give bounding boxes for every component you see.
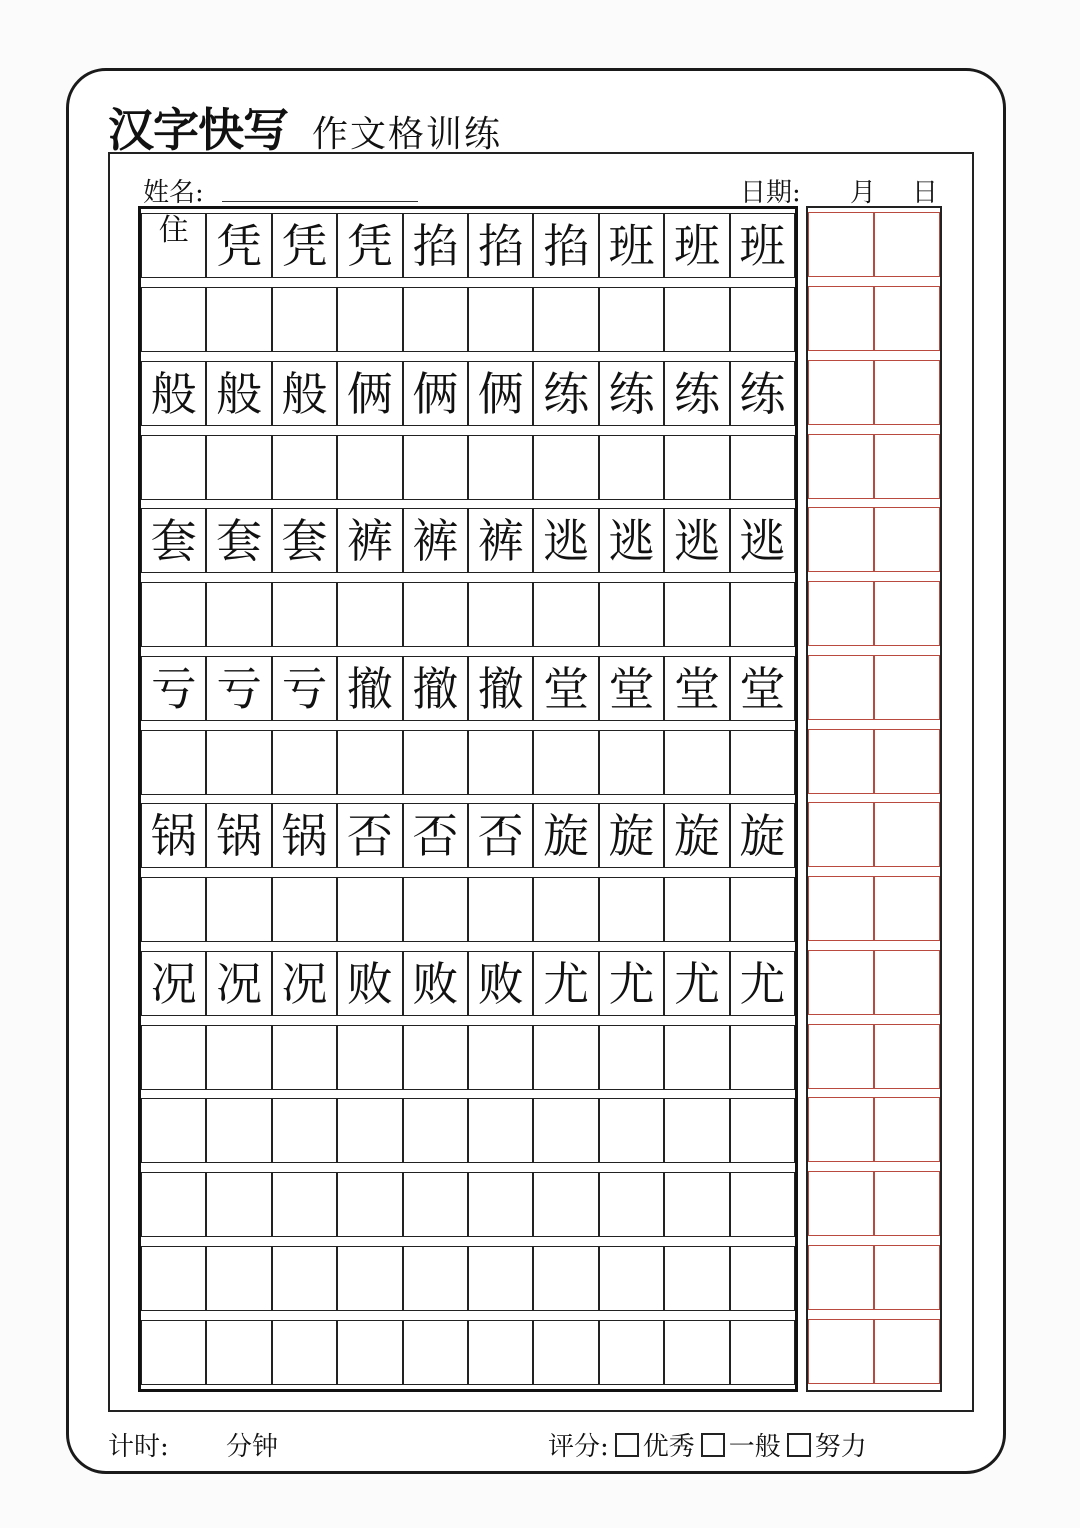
grid-cell[interactable]: 尤 [599,951,664,1016]
side-grid-cell[interactable] [874,212,940,277]
grid-cell[interactable] [664,1246,729,1311]
grid-cell[interactable]: 旋 [664,803,729,868]
side-grid-cell[interactable] [874,1097,940,1162]
grid-cell[interactable] [206,877,271,942]
grid-cell[interactable]: 况 [206,951,271,1016]
date-label: 日期: [740,178,801,208]
side-grid-cell[interactable] [874,286,940,351]
grid-row [141,803,795,868]
grid-cell[interactable] [599,877,664,942]
side-grid-row [808,507,940,572]
grid-row [141,951,795,1016]
side-grid-cell[interactable] [808,655,874,720]
grid-cell[interactable]: 班 [664,213,729,278]
grid-cell[interactable] [599,287,664,352]
grid-cell[interactable] [141,435,206,500]
side-grid-cell[interactable] [874,581,940,646]
grid-cell[interactable] [141,1098,206,1163]
grid-cell[interactable] [272,1320,337,1385]
grid-cell[interactable] [206,1320,271,1385]
grid-cell[interactable] [337,1172,402,1237]
side-grid-row [808,434,940,499]
side-grid-cell[interactable] [808,581,874,646]
grid-cell[interactable] [337,582,402,647]
grid-cell[interactable] [533,1025,598,1090]
grid-cell[interactable]: 逃 [730,508,795,573]
timer-label: 计时: [108,1432,169,1462]
grid-cell[interactable] [206,287,271,352]
day-label: 日 [912,178,939,208]
side-grid-row [808,212,940,277]
grid-cell[interactable]: 练 [533,361,598,426]
grid-cell[interactable] [533,1320,598,1385]
grid-cell[interactable] [468,1025,533,1090]
grid-cell[interactable] [730,1246,795,1311]
grid-cell[interactable]: 尤 [730,951,795,1016]
grid-cell[interactable] [533,287,598,352]
side-grid-cell[interactable] [808,212,874,277]
grid-cell[interactable] [533,582,598,647]
side-grid-cell[interactable] [808,1097,874,1162]
grid-cell[interactable] [533,730,598,795]
grid-cell[interactable] [730,435,795,500]
grid-cell[interactable]: 旋 [730,803,795,868]
grid-cell[interactable]: 堂 [730,656,795,721]
side-grid-row [808,802,940,867]
grid-cell[interactable] [468,877,533,942]
grid-cell[interactable] [468,1098,533,1163]
side-grid-row [808,1097,940,1162]
practice-side-grid [806,206,942,1392]
grid-cell[interactable]: 亏 [141,656,206,721]
grid-cell[interactable] [533,1246,598,1311]
score-option-excellent: 优秀 [642,1432,695,1462]
side-grid-cell[interactable] [808,729,874,794]
grid-cell[interactable] [206,1025,271,1090]
grid-cell[interactable]: 逃 [533,508,598,573]
grid-cell[interactable]: 败 [403,951,468,1016]
grid-cell[interactable] [730,287,795,352]
side-grid-cell[interactable] [808,1245,874,1310]
grid-row [141,361,795,426]
grid-cell[interactable]: 班 [730,213,795,278]
grid-cell[interactable]: 逃 [664,508,729,573]
grid-cell[interactable]: 凭 [206,213,271,278]
grid-cell[interactable] [141,287,206,352]
side-grid-row [808,655,940,720]
grid-cell[interactable] [599,435,664,500]
grid-cell[interactable]: 否 [403,803,468,868]
side-grid-cell[interactable] [808,1024,874,1089]
side-grid-cell[interactable] [874,950,940,1015]
grid-cell[interactable] [141,1246,206,1311]
side-grid-cell[interactable] [808,802,874,867]
side-grid-cell[interactable] [808,876,874,941]
grid-cell[interactable] [468,287,533,352]
grid-cell[interactable] [664,877,729,942]
grid-row [141,435,795,500]
grid-cell[interactable] [206,435,271,500]
score-section [548,1426,867,1463]
grid-cell[interactable]: 俩 [403,361,468,426]
grid-cell[interactable] [533,877,598,942]
side-grid-cell[interactable] [808,1171,874,1236]
grid-cell[interactable] [664,730,729,795]
grid-cell[interactable] [403,435,468,500]
grid-cell[interactable] [337,287,402,352]
score-checkbox-effort[interactable] [787,1433,811,1457]
side-grid-cell[interactable] [808,286,874,351]
score-option-effort: 努力 [814,1432,867,1462]
grid-cell[interactable]: 掐 [533,213,598,278]
grid-cell[interactable] [730,582,795,647]
grid-cell[interactable] [599,1246,664,1311]
grid-cell[interactable] [272,1246,337,1311]
side-grid-row [808,876,940,941]
grid-cell[interactable] [337,1246,402,1311]
score-checkbox-average[interactable] [701,1433,725,1457]
grid-cell[interactable]: 亏 [272,656,337,721]
grid-cell[interactable] [599,582,664,647]
grid-cell[interactable]: 否 [337,803,402,868]
grid-cell[interactable]: 旋 [533,803,598,868]
grid-cell[interactable] [664,1025,729,1090]
side-grid-cell[interactable] [874,729,940,794]
grid-cell[interactable] [403,1025,468,1090]
grid-cell[interactable]: 况 [141,951,206,1016]
grid-cell[interactable] [272,582,337,647]
grid-row [141,1025,795,1090]
grid-cell[interactable]: 撤 [403,656,468,721]
grid-row [141,213,795,278]
grid-cell[interactable] [730,877,795,942]
grid-cell[interactable]: 堂 [664,656,729,721]
grid-cell[interactable] [664,1320,729,1385]
grid-cell[interactable]: 锅 [272,803,337,868]
grid-cell[interactable]: 套 [141,508,206,573]
side-grid-cell[interactable] [874,802,940,867]
grid-cell[interactable] [272,287,337,352]
score-label: 评分: [548,1432,609,1462]
grid-cell[interactable] [403,877,468,942]
grid-row [141,877,795,942]
grid-cell[interactable] [141,1172,206,1237]
grid-cell[interactable] [468,582,533,647]
side-grid-cell[interactable] [808,507,874,572]
grid-cell[interactable] [272,1098,337,1163]
side-grid-row [808,729,940,794]
grid-cell[interactable] [403,582,468,647]
grid-cell[interactable] [141,730,206,795]
grid-cell[interactable]: 否 [468,803,533,868]
grid-cell[interactable] [599,730,664,795]
grid-cell[interactable] [337,877,402,942]
side-grid-row [808,286,940,351]
grid-cell[interactable] [533,1098,598,1163]
grid-cell[interactable] [272,1172,337,1237]
grid-cell[interactable] [337,1320,402,1385]
grid-cell[interactable] [403,1320,468,1385]
grid-cell[interactable]: 凭 [272,213,337,278]
grid-cell[interactable] [403,287,468,352]
grid-cell[interactable]: 练 [664,361,729,426]
grid-cell[interactable] [206,1098,271,1163]
grid-cell[interactable] [468,1172,533,1237]
grid-cell[interactable]: 般 [141,361,206,426]
grid-cell[interactable]: 练 [599,361,664,426]
grid-cell[interactable]: 尤 [664,951,729,1016]
worksheet-subtitle: 作文格训练 [312,114,503,155]
side-grid-cell[interactable] [874,1245,940,1310]
grid-cell[interactable] [403,1246,468,1311]
side-grid-cell[interactable] [808,1319,874,1384]
side-grid-cell[interactable] [874,434,940,499]
grid-cell[interactable]: 撤 [337,656,402,721]
grid-cell[interactable]: 堂 [599,656,664,721]
grid-cell[interactable]: 败 [468,951,533,1016]
grid-cell[interactable]: 亏 [206,656,271,721]
grid-cell[interactable] [664,1172,729,1237]
grid-row [141,582,795,647]
grid-cell[interactable] [664,435,729,500]
grid-cell[interactable] [468,730,533,795]
grid-cell[interactable] [206,582,271,647]
grid-row [141,1172,795,1237]
grid-cell[interactable] [141,1025,206,1090]
grid-cell[interactable] [730,1320,795,1385]
grid-cell[interactable] [403,730,468,795]
side-grid-cell[interactable] [874,1319,940,1384]
grid-cell[interactable] [599,1025,664,1090]
grid-cell[interactable]: 般 [206,361,271,426]
grid-cell[interactable] [206,1246,271,1311]
grid-cell[interactable]: 住 [141,213,206,278]
side-grid-row [808,1319,940,1384]
grid-cell[interactable] [533,1172,598,1237]
side-grid-cell[interactable] [874,1024,940,1089]
grid-cell[interactable]: 旋 [599,803,664,868]
grid-cell[interactable]: 裤 [337,508,402,573]
grid-row [141,508,795,573]
side-grid-cell[interactable] [808,950,874,1015]
grid-cell[interactable]: 练 [730,361,795,426]
grid-cell[interactable]: 套 [206,508,271,573]
side-grid-row [808,581,940,646]
grid-cell[interactable] [337,1098,402,1163]
side-grid-cell[interactable] [808,360,874,425]
side-grid-cell[interactable] [874,1171,940,1236]
grid-cell[interactable] [664,287,729,352]
score-option-average: 一般 [728,1432,781,1462]
grid-cell[interactable]: 般 [272,361,337,426]
grid-cell[interactable] [337,435,402,500]
grid-cell[interactable] [206,730,271,795]
grid-cell[interactable]: 裤 [468,508,533,573]
grid-cell[interactable] [141,877,206,942]
side-grid-row [808,950,940,1015]
grid-row [141,1098,795,1163]
grid-cell[interactable] [664,1098,729,1163]
grid-cell[interactable] [272,435,337,500]
grid-cell[interactable] [403,1098,468,1163]
grid-row [141,287,795,352]
grid-cell[interactable] [730,1098,795,1163]
grid-cell[interactable] [533,435,598,500]
grid-cell[interactable] [272,730,337,795]
side-grid-cell[interactable] [808,434,874,499]
grid-cell[interactable]: 掐 [403,213,468,278]
grid-cell[interactable] [141,582,206,647]
grid-cell[interactable]: 况 [272,951,337,1016]
side-grid-row [808,1245,940,1310]
name-field[interactable] [222,201,418,202]
grid-cell[interactable]: 掐 [468,213,533,278]
grid-cell[interactable]: 败 [337,951,402,1016]
grid-cell[interactable] [468,435,533,500]
grid-cell[interactable]: 俩 [468,361,533,426]
side-grid-cell[interactable] [874,507,940,572]
grid-cell[interactable] [599,1320,664,1385]
grid-cell[interactable]: 套 [272,508,337,573]
grid-cell[interactable]: 堂 [533,656,598,721]
grid-cell[interactable]: 锅 [141,803,206,868]
grid-cell[interactable] [403,1172,468,1237]
grid-cell[interactable]: 凭 [337,213,402,278]
grid-cell[interactable] [468,1246,533,1311]
grid-cell[interactable] [337,1025,402,1090]
grid-cell[interactable] [664,582,729,647]
name-label: 姓名: [143,178,204,208]
side-grid-cell[interactable] [874,360,940,425]
grid-cell[interactable] [468,1320,533,1385]
grid-row [141,1246,795,1311]
month-label: 月 [850,178,877,208]
side-grid-cell[interactable] [874,876,940,941]
grid-cell[interactable]: 班 [599,213,664,278]
grid-cell[interactable] [599,1172,664,1237]
side-grid-row [808,1171,940,1236]
grid-row [141,656,795,721]
minutes-label: 分钟 [226,1432,279,1462]
score-checkbox-excellent[interactable] [615,1433,639,1457]
grid-cell[interactable]: 撤 [468,656,533,721]
grid-cell[interactable] [141,1320,206,1385]
grid-cell[interactable]: 裤 [403,508,468,573]
grid-cell[interactable]: 俩 [337,361,402,426]
grid-cell[interactable] [337,730,402,795]
grid-cell[interactable]: 尤 [533,951,598,1016]
grid-cell[interactable] [730,1025,795,1090]
worksheet-title: 汉字快写 [108,103,288,157]
grid-cell[interactable] [730,730,795,795]
grid-cell[interactable] [206,1172,271,1237]
grid-cell[interactable] [599,1098,664,1163]
grid-row [141,730,795,795]
writing-grid [138,206,798,1392]
side-grid-row [808,1024,940,1089]
grid-cell[interactable]: 逃 [599,508,664,573]
grid-cell[interactable]: 锅 [206,803,271,868]
grid-cell[interactable] [272,1025,337,1090]
side-grid-row [808,360,940,425]
grid-row [141,1320,795,1385]
grid-cell[interactable] [730,1172,795,1237]
side-grid-cell[interactable] [874,655,940,720]
grid-cell[interactable] [272,877,337,942]
